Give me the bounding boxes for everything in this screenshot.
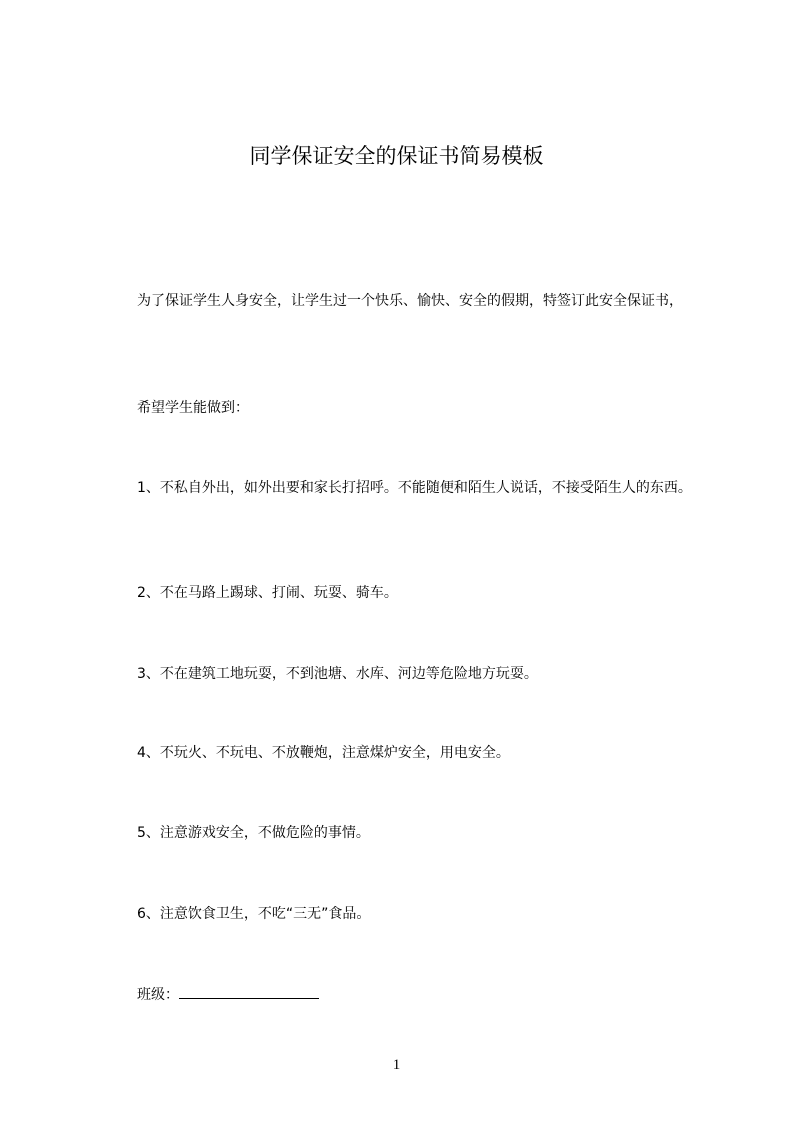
class-field bbox=[137, 983, 319, 1006]
list-item-5: 5、注意游戏安全，不做危险的事情。 bbox=[137, 825, 370, 841]
list-item-4: 4、不玩火、不玩电、不放鞭炮，注意煤炉安全，用电安全。 bbox=[137, 745, 510, 761]
intro-paragraph: 为了保证学生人身安全，让学生过一个快乐、愉快、安全的假期，特签订此安全保证书， bbox=[137, 293, 683, 309]
hope-heading: 希望学生能做到： bbox=[137, 400, 249, 416]
page-number: 1 bbox=[392, 1057, 401, 1073]
document-title: 同学保证安全的保证书简易模板 bbox=[249, 144, 544, 168]
class-label: 班级： bbox=[137, 987, 179, 1003]
list-item-6: 6、注意饮食卫生，不吃“三无”食品。 bbox=[137, 906, 371, 922]
list-item-1: 1、不私自外出，如外出要和家长打招呼。不能随便和陌生人说话，不接受陌生人的东西。 bbox=[137, 480, 692, 496]
list-item-2: 2、不在马路上踢球、打闹、玩耍、骑车。 bbox=[137, 585, 398, 601]
class-blank-line bbox=[179, 983, 319, 999]
list-item-3: 3、不在建筑工地玩耍，不到池塘、水库、河边等危险地方玩耍。 bbox=[137, 666, 538, 682]
